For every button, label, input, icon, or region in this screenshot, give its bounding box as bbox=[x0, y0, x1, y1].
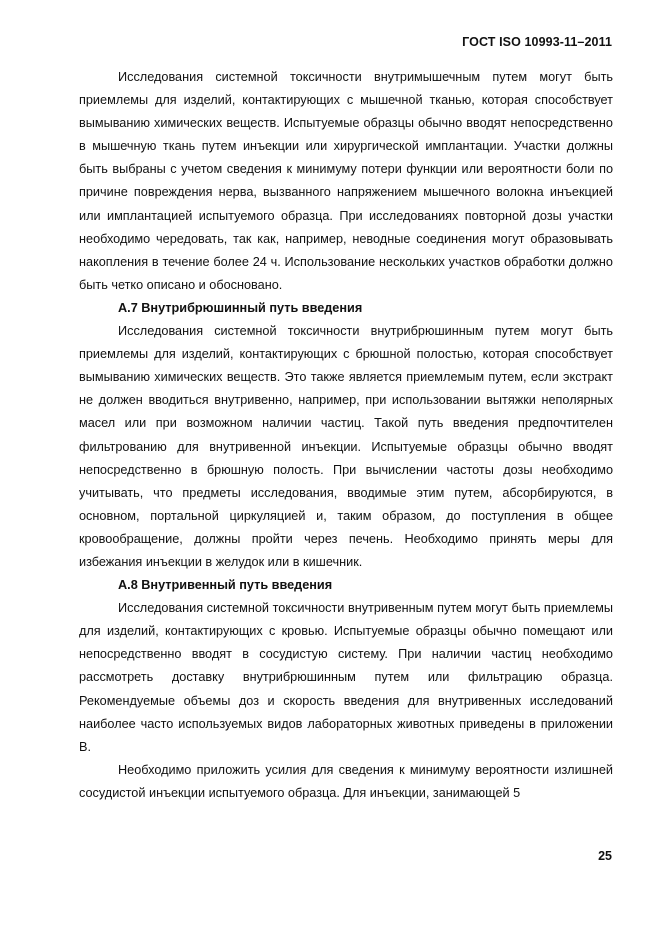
paragraph-intravenous: Исследования системной токсичности внутривенным путем могут быть приемлемы для изделий, контактирующих с кровью. Испытуемые образцы обычно помещают или непосредственно вводят в сосудистую систему. При наличии частиц необходимо рассмотреть доставку внутрибрюшинным путем или фильтрацию образца. Рекомендуемые объемы доз и скорость введения для внутривенных исследований наиболее часто используемых видов лабораторных животных приведены в приложении В. bbox=[79, 601, 613, 754]
standard-header: ГОСТ ISO 10993-11–2011 bbox=[462, 35, 612, 49]
document-body bbox=[79, 66, 613, 805]
section-heading-a7: А.7 Внутрибрюшинный путь введения bbox=[118, 300, 363, 315]
page-number: 25 bbox=[598, 849, 612, 863]
paragraph-intravenous-continued: Необходимо приложить усилия для сведения к минимуму вероятности излишней сосудистой инъекции испытуемого образца. Для инъекции, занимающей 5 bbox=[79, 762, 613, 800]
paragraph-intramuscular: Исследования системной токсичности внутримышечным путем могут быть приемлемы для изделий, контактирующих с мышечной тканью, которая способствует вымыванию химических веществ. Испытуемые образцы обычно вводят непосредственно в мышечную ткань путем инъекции или хирургической имплантации. Участки должны быть выбраны с учетом сведения к минимуму потери функции или вероятности боли по причине повреждения нерва, вызванного напряжением мышечного волокна инъекцией или имплантацией испытуемого образца. При исследованиях повторной дозы участки необходимо чередовать, так как, например, неводные соединения могут образовывать накопления в течение более 24 ч. Использование нескольких участков обработки должно быть четко описано и обосновано. bbox=[79, 70, 613, 292]
paragraph-intraperitoneal: Исследования системной токсичности внутрибрюшинным путем могут быть приемлемы для изделий, контактирующих с брюшной полостью, которая способствует вымыванию химических веществ. Это также является приемлемым путем, если экстракт не должен вводиться внутривенно, например, при использовании вытяжки неполярных масел или при возможном наличии частиц. Такой путь введения предпочтителен фильтрованию для внутривенной инъекции. Испытуемые образцы обычно вводят непосредственно в брюшную полость. При вычислении частоты дозы необходимо учитывать, что предметы исследования, вводимые этим путем, абсорбируются, в основном, портальной циркуляцией и, таким образом, до поступления в общее кровообращение, должны пройти через печень. Необходимо принять меры для избежания инъекции в желудок или в кишечник. bbox=[79, 324, 613, 569]
section-heading-a8: А.8 Внутривенный путь введения bbox=[118, 578, 333, 593]
